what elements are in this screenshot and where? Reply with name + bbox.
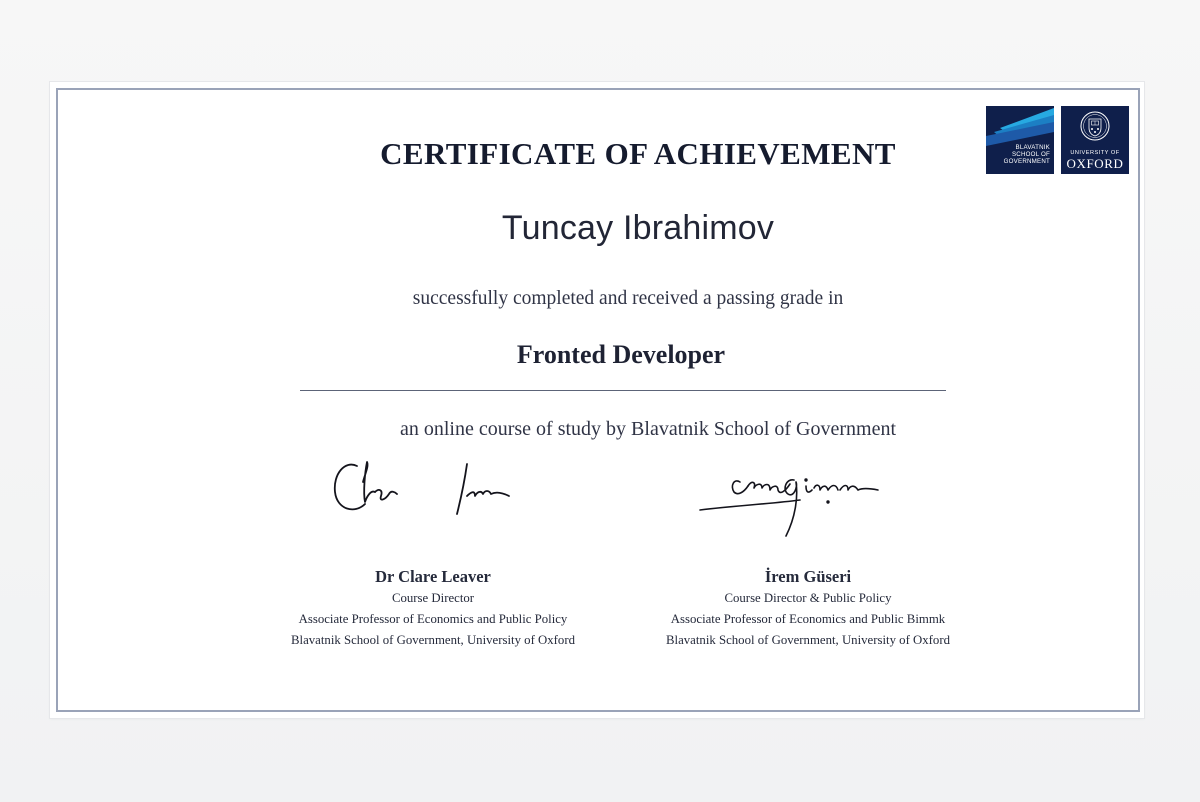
signatory-left	[280, 566, 586, 651]
oxford-crest-icon	[1079, 110, 1111, 144]
signatory-institution: Blavatnik School of Government, University of Oxford	[666, 633, 950, 647]
signature-clare-leaver	[325, 452, 535, 524]
signatory-role: Course Director	[391, 591, 475, 605]
blavatnik-wordmark	[990, 144, 1050, 165]
completion-statement: successfully completed and received a passing grade in	[412, 288, 844, 309]
signatory-title: Associate Professor of Economics and Public Policy	[298, 612, 568, 626]
divider-line	[300, 390, 946, 391]
recipient-name: Tuncay Ibrahimov	[501, 209, 775, 247]
blavatnik-line2: SCHOOL OF	[1011, 151, 1050, 158]
oxford-university-of: UNIVERSITY OF	[1070, 150, 1120, 156]
oxford-wordmark: OXFORD	[1066, 156, 1124, 171]
signatory-name: Dr Clare Leaver	[375, 567, 491, 586]
signatory-role: Course Director & Public Policy	[724, 591, 892, 605]
blavatnik-line3: GOVERNMENT	[1003, 158, 1050, 165]
university-of-oxford-logo	[1061, 106, 1129, 174]
certificate-title: CERTIFICATE OF ACHIEVEMENT	[380, 136, 896, 171]
signatory-right	[648, 566, 968, 651]
course-description: an online course of study by Blavatnik School of Government	[399, 418, 896, 440]
blavatnik-line1: BLAVATNIK	[1015, 144, 1050, 151]
course-name: Fronted Developer	[516, 340, 726, 369]
blavatnik-waves-icon	[986, 106, 1054, 146]
certificate-border	[56, 88, 1140, 712]
blavatnik-school-logo	[986, 106, 1054, 174]
signatory-institution: Blavatnik School of Government, University of Oxford	[291, 633, 575, 647]
signature-irem-guseri	[690, 456, 920, 544]
signatory-name: İrem Güseri	[764, 567, 852, 586]
signatory-title: Associate Professor of Economics and Public Bimmk	[670, 612, 946, 626]
